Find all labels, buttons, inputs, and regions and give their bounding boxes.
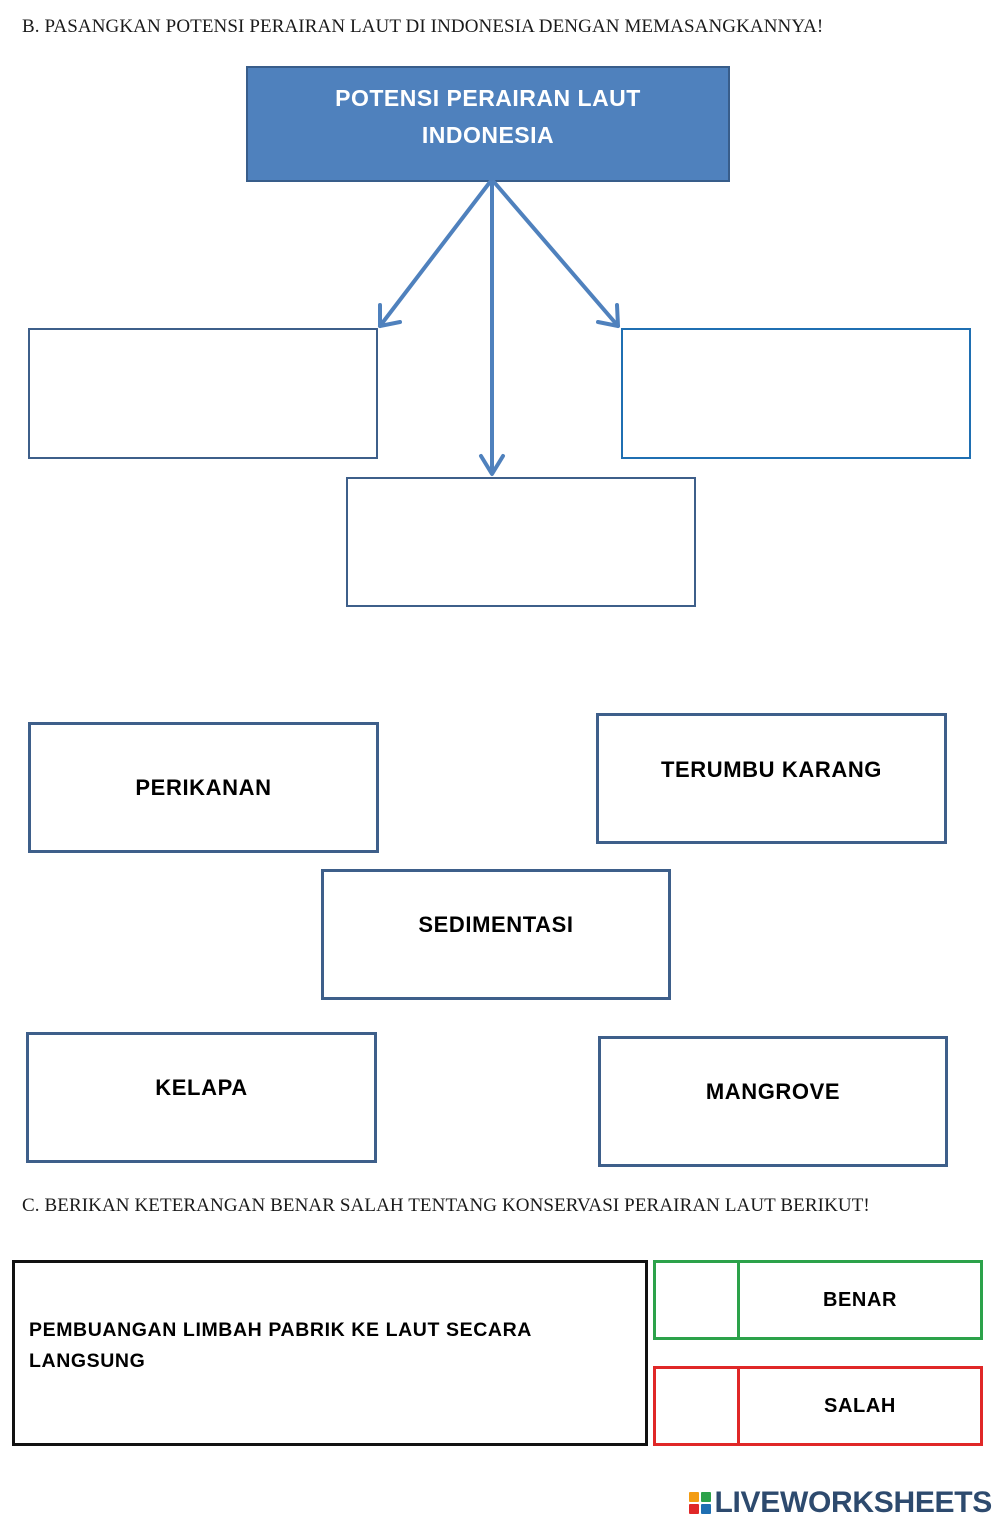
arrow-right <box>494 182 618 326</box>
logo-mark-icon <box>689 1492 711 1514</box>
arrow-left <box>380 182 490 326</box>
section-b-instruction: B. PASANGKAN POTENSI PERAIRAN LAUT DI INDONESIA DENGAN MEMASANGKANNYA! <box>22 16 824 37</box>
liveworksheets-logo <box>689 1486 993 1520</box>
section-c-instruction: C. BERIKAN KETERANGAN BENAR SALAH TENTANG KONSERVASI PERAIRAN LAUT BERIKUT! <box>22 1195 870 1216</box>
option-sedimentasi-label: SEDIMENTASI <box>418 911 574 937</box>
choice-benar-label: BENAR <box>822 1288 898 1311</box>
statement-line1: PEMBUANGAN LIMBAH PABRIK KE LAUT SECARA <box>29 1319 532 1341</box>
option-mangrove[interactable] <box>598 1036 948 1167</box>
drop-target-center[interactable] <box>346 477 696 607</box>
logo-text: LIVEWORKSHEETS <box>714 1486 992 1519</box>
choice-salah-checkbox[interactable] <box>656 1369 740 1443</box>
choice-benar-checkbox[interactable] <box>656 1263 740 1337</box>
statement-line2: LANGSUNG <box>29 1350 146 1372</box>
option-sedimentasi[interactable] <box>321 869 671 1000</box>
choice-benar[interactable] <box>653 1260 983 1340</box>
option-terumbu-karang-label: TERUMBU KARANG <box>660 756 883 782</box>
option-perikanan[interactable] <box>28 722 379 853</box>
option-mangrove-label: MANGROVE <box>705 1078 841 1104</box>
diagram-title-line2: INDONESIA <box>421 122 555 148</box>
drop-target-right[interactable] <box>621 328 971 459</box>
option-kelapa-label: KELAPA <box>155 1074 248 1100</box>
choice-salah-label: SALAH <box>824 1394 896 1417</box>
option-perikanan-label: PERIKANAN <box>135 774 272 800</box>
option-kelapa[interactable] <box>26 1032 377 1163</box>
choice-salah[interactable] <box>653 1366 983 1446</box>
statement-box <box>12 1260 648 1446</box>
option-terumbu-karang[interactable] <box>596 713 947 844</box>
diagram-title-line1: POTENSI PERAIRAN LAUT <box>335 85 641 111</box>
drop-target-left[interactable] <box>28 328 378 459</box>
